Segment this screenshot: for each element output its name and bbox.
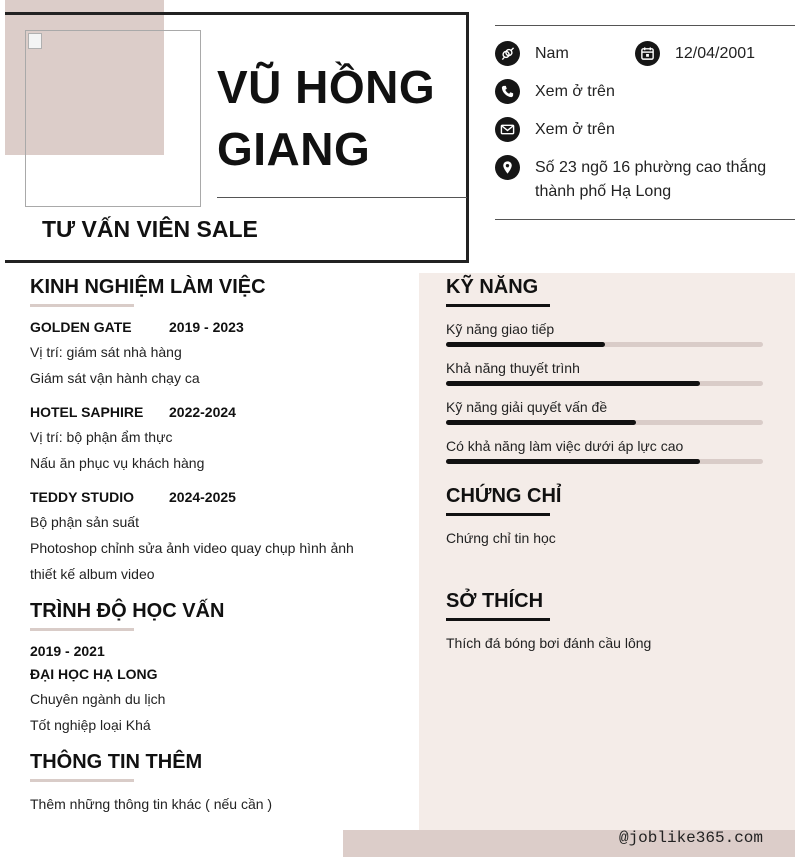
address-line-2: thành phố Hạ Long — [535, 183, 672, 200]
education-detail: Chuyên ngành du lịch — [30, 691, 166, 707]
calendar-icon — [635, 41, 660, 66]
skill-bar-track — [446, 459, 763, 464]
site-watermark: @joblike365.com — [618, 829, 763, 847]
education-period: 2019 - 2021 — [30, 643, 105, 659]
education-detail: Tốt nghiệp loại Khá — [30, 717, 151, 733]
education-underline — [30, 628, 134, 631]
skill-label: Kỹ năng giao tiếp — [446, 321, 555, 337]
skill-bar-fill — [446, 381, 700, 386]
job-company: GOLDEN GATE — [30, 319, 132, 335]
job-detail: thiết kế album video — [30, 566, 155, 582]
job-company: HOTEL SAPHIRE — [30, 404, 144, 420]
gender-value: Nam — [535, 45, 569, 62]
job-title: TƯ VẤN VIÊN SALE — [42, 216, 258, 242]
name-divider — [217, 197, 467, 198]
certificates-title: CHỨNG CHỈ — [446, 485, 562, 507]
email-icon — [495, 117, 520, 142]
job-detail: Bộ phận sản suất — [30, 514, 139, 530]
extra-info-text: Thêm những thông tin khác ( nếu cần ) — [30, 796, 273, 812]
job-period: 2019 - 2023 — [169, 319, 244, 335]
phone-icon — [495, 79, 520, 104]
skill-label: Kỹ năng giải quyết vấn đề — [446, 399, 608, 415]
skill-bar-fill — [446, 420, 636, 425]
skill-bar-track — [446, 381, 763, 386]
name-line-2: GIANG — [217, 123, 371, 175]
gender-icon — [495, 41, 520, 66]
job-detail: Vị trí: giám sát nhà hàng — [30, 344, 182, 360]
skill-bar-fill — [446, 459, 700, 464]
skill-label: Khả năng thuyết trình — [446, 360, 580, 376]
broken-image-icon — [28, 33, 42, 49]
job-period: 2024-2025 — [169, 489, 236, 505]
job-detail: Vị trí: bộ phận ẩm thực — [30, 429, 173, 445]
hobbies-text: Thích đá bóng bơi đánh cầu lông — [446, 635, 652, 651]
job-detail: Nấu ăn phục vụ khách hàng — [30, 455, 205, 471]
candidate-name — [217, 56, 467, 180]
job-detail: Giám sát vận hành chạy ca — [30, 370, 200, 386]
skill-label: Có khả năng làm việc dưới áp lực cao — [446, 438, 684, 454]
job-detail: Photoshop chỉnh sửa ảnh video quay chụp hình ảnh — [30, 540, 354, 556]
experience-title: KINH NGHIỆM LÀM VIỆC — [30, 276, 266, 298]
address-value — [535, 156, 766, 204]
skills-title: KỸ NĂNG — [446, 276, 539, 298]
experience-underline — [30, 304, 134, 307]
skill-bar-fill — [446, 342, 605, 347]
extra-info-title: THÔNG TIN THÊM — [30, 751, 203, 773]
name-line-1: VŨ HỒNG — [217, 61, 436, 113]
education-title: TRÌNH ĐỘ HỌC VẤN — [30, 600, 225, 622]
certificates-underline — [446, 513, 550, 516]
profile-photo — [25, 30, 201, 207]
job-period: 2022-2024 — [169, 404, 236, 420]
hobbies-title: SỞ THÍCH — [446, 590, 544, 612]
certificates-text: Chứng chỉ tin học — [446, 530, 556, 546]
extra-info-underline — [30, 779, 134, 782]
skill-bar-track — [446, 420, 763, 425]
job-company: TEDDY STUDIO — [30, 489, 134, 505]
right-panel — [419, 273, 795, 830]
hobbies-underline — [446, 618, 550, 621]
skills-underline — [446, 304, 550, 307]
contact-bottom-divider — [495, 219, 795, 220]
address-line-1: Số 23 ngõ 16 phường cao thắng — [535, 159, 767, 176]
contact-top-divider — [495, 25, 795, 26]
phone-value: Xem ở trên — [535, 83, 615, 100]
birthday-value: 12/04/2001 — [675, 45, 756, 62]
location-icon — [495, 155, 520, 180]
education-school: ĐẠI HỌC HẠ LONG — [30, 666, 158, 682]
skill-bar-track — [446, 342, 763, 347]
email-value: Xem ở trên — [535, 121, 615, 138]
